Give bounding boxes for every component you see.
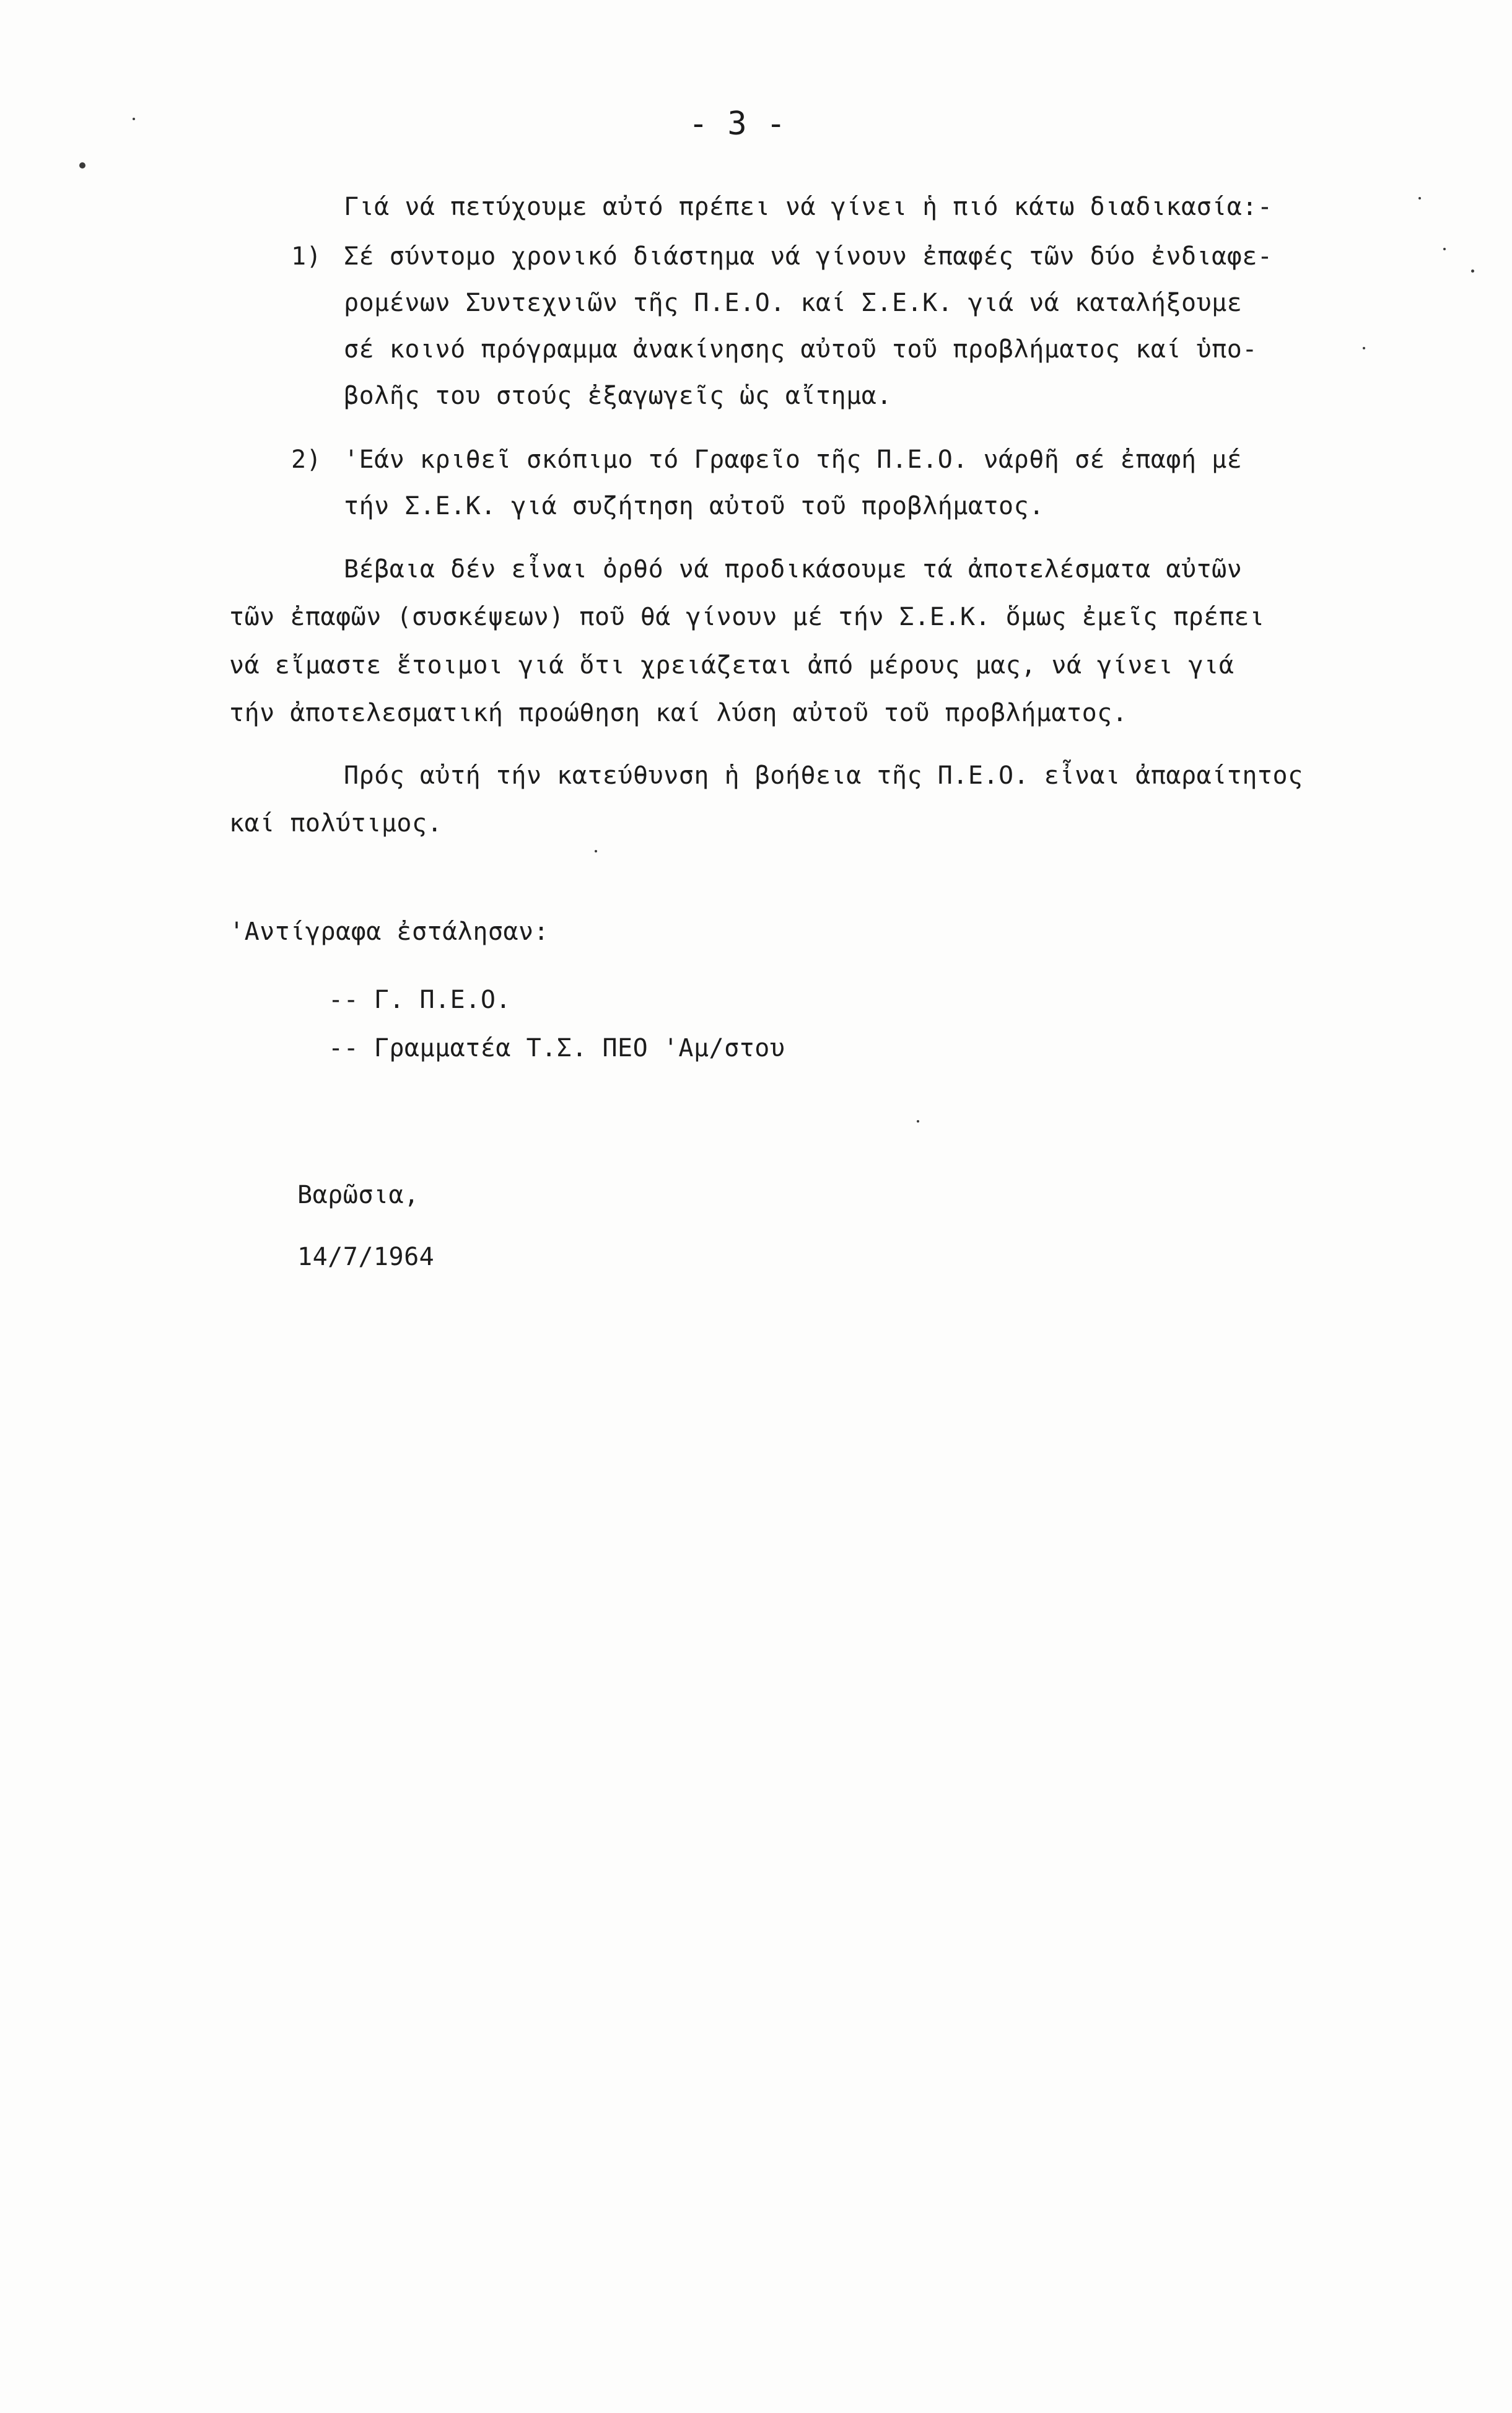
scan-speck bbox=[1418, 197, 1421, 199]
closing-date: 14/7/1964 bbox=[297, 1243, 435, 1271]
scan-speck bbox=[1363, 347, 1365, 349]
paragraph-2-line-2: τῶν ἐπαφῶν (συσκέψεων) ποῦ θά γίνουν μέ τήν Σ.Ε.Κ. ὅμως ἐμεῖς πρέπει bbox=[229, 603, 1265, 631]
paragraph-2-line-1: Βέβαια δέν εἶναι ὀρθό νά προδικάσουμε τά ἀποτελέσματα αὐτῶν bbox=[344, 555, 1243, 584]
item-1-number: 1) bbox=[291, 242, 322, 271]
item-1-line-3: σέ κοινό πρόγραμμα ἀνακίνησης αὐτοῦ τοῦ προβλήματος καί ὑπο- bbox=[344, 335, 1257, 364]
item-1-line-4: βολῆς του στούς ἐξαγωγεῖς ὡς αἴτημα. bbox=[344, 382, 892, 410]
copies-recipient-1: -- Γ. Π.Ε.Ο. bbox=[328, 986, 511, 1014]
paragraph-2-line-3: νά εἴμαστε ἕτοιμοι γιά ὅτι χρειάζεται ἀπό μέρους μας, νά γίνει γιά bbox=[229, 651, 1235, 680]
scan-speck bbox=[79, 162, 85, 169]
scan-speck bbox=[917, 1120, 919, 1123]
scan-speck bbox=[595, 850, 597, 852]
scan-speck bbox=[1443, 248, 1446, 250]
paragraph-3-line-2: καί πολύτιμος. bbox=[229, 809, 443, 838]
scan-speck bbox=[1471, 269, 1474, 273]
closing-place: Βαρῶσια, bbox=[297, 1181, 419, 1209]
item-1-line-2: ρομένων Συντεχνιῶν τῆς Π.Ε.Ο. καί Σ.Ε.Κ. γιά νά καταλήξουμε bbox=[344, 289, 1243, 317]
paragraph-3-line-1: Πρός αὐτή τήν κατεύθυνση ἡ βοήθεια τῆς Π.Ε.Ο. εἶναι ἀπαραίτητος bbox=[344, 761, 1303, 790]
paragraph-2-line-4: τήν ἀποτελεσματική προώθηση καί λύση αὐτοῦ τοῦ προβλήματος. bbox=[229, 699, 1128, 727]
scan-speck bbox=[133, 118, 135, 120]
item-2-line-2: τήν Σ.Ε.Κ. γιά συζήτηση αὐτοῦ τοῦ προβλήματος. bbox=[344, 492, 1044, 520]
item-1-line-1: Σέ σύντομο χρονικό διάστημα νά γίνουν ἐπαφές τῶν δύο ἐνδιαφε- bbox=[344, 242, 1273, 271]
item-2-number: 2) bbox=[291, 445, 322, 474]
page-number: - 3 - bbox=[688, 105, 786, 142]
paragraph-1-intro: Γιά νά πετύχουμε αὐτό πρέπει νά γίνει ἡ πιό κάτω διαδικασία:- bbox=[344, 193, 1273, 221]
copies-recipient-2: -- Γραμματέα Τ.Σ. ΠΕΟ 'Αμ/στου bbox=[328, 1034, 785, 1062]
copies-heading: 'Αντίγραφα ἐστάλησαν: bbox=[229, 917, 549, 946]
item-2-line-1: 'Εάν κριθεῖ σκόπιμο τό Γραφεῖο τῆς Π.Ε.Ο. νάρθῆ σέ ἐπαφή μέ bbox=[344, 445, 1243, 474]
